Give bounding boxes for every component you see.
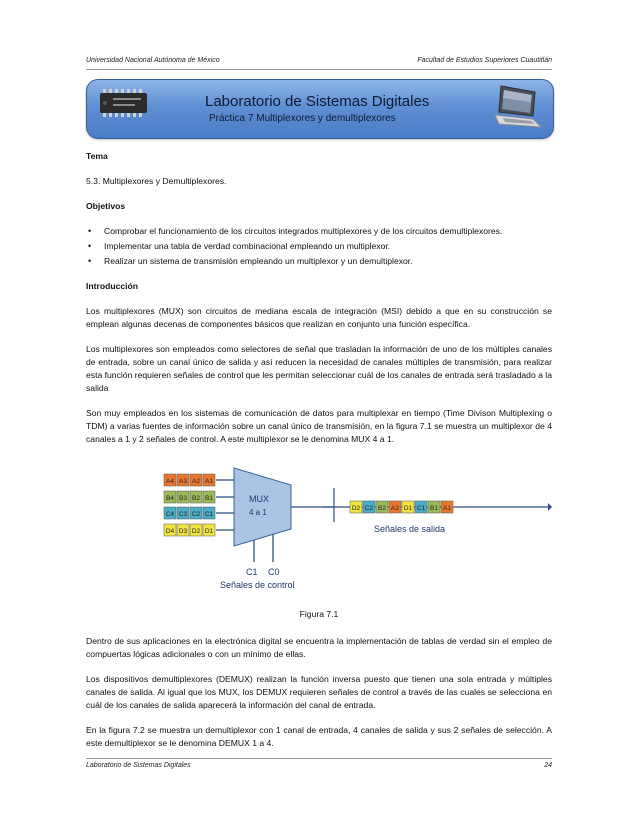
input-cell-label: B1 xyxy=(205,495,213,502)
mux-label: MUX xyxy=(249,494,269,504)
input-cell-label: C1 xyxy=(204,511,214,518)
input-cell-label: A2 xyxy=(192,478,200,485)
laptop-icon xyxy=(489,82,544,134)
input-cell-label: D4 xyxy=(165,528,175,535)
footer-rule xyxy=(86,758,552,759)
output-cell-label: B1 xyxy=(430,505,438,512)
section-heading-introduccion: Introducción xyxy=(86,281,139,291)
section-heading-tema: Tema xyxy=(86,151,108,161)
input-cell-label: A3 xyxy=(179,478,187,485)
intro-paragraph-2: Los multiplexores son empleados como selectores de señal que trasladan la información de uno de los múltiples canales de entrada, sobre un canal único de salida y así reducen la necesidad de canales múltiples de transmisión, para realizar esta función requieren señales de control que les permitan seleccionar cuál de los canales de entrada será trasladado a la salida xyxy=(86,344,552,393)
intro-paragraph-3: Son muy empleados en los sistemas de comunicación de datos para multiplexar en tiempo (Time Divison Multiplexing o TDM) a varias fuentes de información sobre un canal único de transmisión, en la figura 7.1 se muestra un multiplexor de 4 canales a 1 y 2 señales de control. A este multiplexor se le denomina MUX 4 a 1. xyxy=(86,408,552,444)
input-cell-label: A4 xyxy=(166,478,174,485)
document-body xyxy=(86,150,552,762)
objetivos-list xyxy=(86,225,552,268)
input-cell-label: A1 xyxy=(205,478,213,485)
mux-diagram-svg xyxy=(86,458,552,602)
mux-block xyxy=(234,468,291,546)
figure-caption: Figura 7.1 xyxy=(299,609,339,619)
paragraph-applications: Dentro de sus aplicaciones en la electrónica digital se encuentra la implementación de tablas de verdad sin el empleo de compuertas lógicas adicionales o con un mínimo de ellas. xyxy=(86,636,552,659)
input-cell-label: C3 xyxy=(178,511,188,518)
footer-left: Laboratorio de Sistemas Digitales xyxy=(86,762,191,769)
output-cell-label: A1 xyxy=(443,505,451,512)
time-axis-arrow xyxy=(548,503,552,511)
header-left: Universidad Nacional Autónoma de México xyxy=(86,57,220,64)
output-cell-label: A2 xyxy=(391,505,399,512)
output-cell-label: B2 xyxy=(378,505,386,512)
ic-chip-icon xyxy=(99,89,149,117)
output-cell-label: C1 xyxy=(416,505,426,512)
control-caption: Señales de control xyxy=(220,580,295,590)
output-cell-label: C2 xyxy=(364,505,374,512)
mux-sublabel: 4 a 1 xyxy=(249,508,267,517)
input-channels xyxy=(164,474,215,536)
input-cell-label: D3 xyxy=(178,528,188,535)
input-cell-label: C2 xyxy=(191,511,201,518)
input-cell-label: B3 xyxy=(179,495,187,502)
control-label-c1: C1 xyxy=(246,567,258,577)
section-heading-objetivos: Objetivos xyxy=(86,201,126,211)
intro-paragraph-1: Los multiplexores (MUX) son circuitos de mediana escala de integración (MSI) debido a que en su construcción se emplean algunas decenas de componentes básicos que realizan en conjunto una función específica. xyxy=(86,306,552,329)
input-cell-label: B4 xyxy=(166,495,174,502)
paragraph-demux: Los dispositivos demultiplexores (DEMUX) realizan la función inversa puesto que tienen una sola entrada y múltiples canales de salida. Al igual que los MUX, los DEMUX requieren señales de control a través de las cuales se selecciona en cuál de los canales de salida aparecerá la información del canal de entrada. xyxy=(86,674,552,710)
output-caption: Señales de salida xyxy=(374,524,446,534)
page-number: 24 xyxy=(544,762,552,769)
title-banner xyxy=(86,79,554,139)
control-label-c0: C0 xyxy=(268,567,280,577)
banner-title: Laboratorio de Sistemas Digitales xyxy=(205,93,430,110)
figure-mux-diagram xyxy=(86,458,552,602)
list-item: • Realizar un sistema de transmisión empleando un multiplexor y un demultiplexor. xyxy=(86,255,552,268)
input-cell-label: B2 xyxy=(192,495,200,502)
input-cell-label: D2 xyxy=(191,528,201,535)
output-cell-label: D2 xyxy=(351,505,361,512)
paragraph-figure-7-2: En la figura 7.2 se muestra un demultiplexor con 1 canal de entrada, 4 canales de salida y sus 2 señales de selección. A este demultiplexor se le denomina DEMUX 1 a 4. xyxy=(86,725,552,748)
banner-subtitle: Práctica 7 Multiplexores y demultiplexores xyxy=(209,113,396,124)
header-right: Facultad de Estudios Superiores Cuautitlán xyxy=(417,57,552,64)
input-cell-label: D1 xyxy=(204,528,214,535)
output-cell-label: D1 xyxy=(403,505,413,512)
input-cell-label: C4 xyxy=(165,511,175,518)
header-rule xyxy=(86,69,552,70)
list-item: • Implementar una tabla de verdad combinacional empleando un multiplexor. xyxy=(86,240,552,253)
tema-text: 5.3. Multiplexores y Demultiplexores. xyxy=(86,176,227,186)
list-item: • Comprobar el funcionamiento de los circuitos integrados multiplexores y de los circuitos demultiplexores. xyxy=(86,225,552,238)
